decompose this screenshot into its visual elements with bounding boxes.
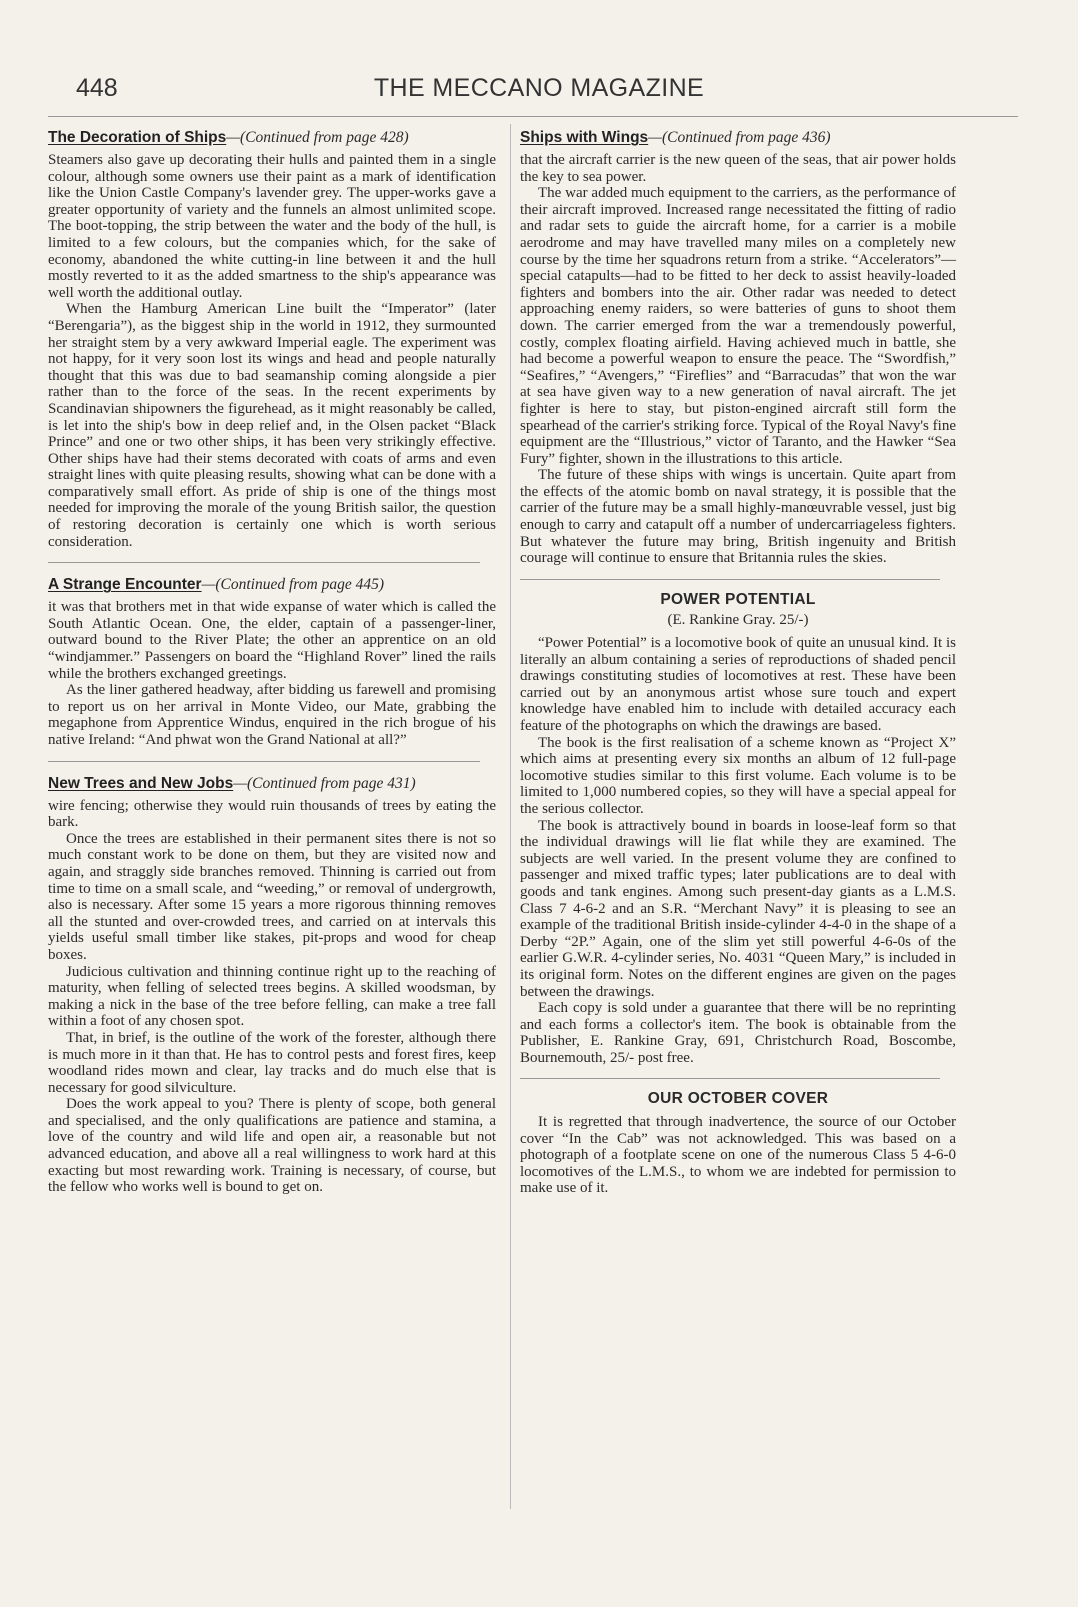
review-power-potential [520,592,956,1067]
section-rule [520,1078,940,1079]
article-title: New Trees and New Jobs [48,774,234,792]
paragraph: Does the work appeal to you? There is plenty of scope, both general and specialised, and the only qualifications are patience and stamina, a love of the country and wild life and open air, a reasonable but not advanced education, and above all a real willingness to work hard at this exacting but most rewarding work. Training is necessary, of course, but the fellow who works well is bound to get on. [48,1096,496,1196]
continued-note: —(Continued from page 445) [201,576,384,594]
header-rule [48,116,1018,117]
paragraph: Judicious cultivation and thinning continue right up to the reaching of maturity, when felling of selected trees begins. A skilled woodsman, by making a nick in the base of the tree before felling, can make a tree fall within a foot of any chosen spot. [48,963,496,1030]
section-rule [48,761,480,762]
article-heading [48,128,496,148]
paragraph: It is regretted that through inadvertence, the source of our October cover “In the Cab” was not acknowledged. This was based on a photograph of a footplate scene on one of the numerous Class 5 4-6-0 locomotives of the L.M.S., to whom we are indebted for permission to make use of it. [520,1114,956,1197]
paragraph: wire fencing; otherwise they would ruin thousands of trees by eating the bark. [48,797,496,831]
article-title: The Decoration of Ships [48,129,227,146]
paragraph: When the Hamburg American Line built the “Imperator” (later “Berengaria”), as the biggest ship in the world in 1912, they surmounted her straight stem by a very awkward Imperial eagle. The experiment was not happy, for it very soon lost its wings and head and people naturally thought that this was due to bad seamanship coming alongside a pier rather than to the force of the seas. In the recent experiments by Scandinavian shipowners the figurehead, as it might reasonably be called, is let into the ship's bow in deep relief and, in the Olsen packet “Black Prince” and one or two other ships, it has been very strikingly effective. Other ships have had their stems decorated with coats of arms and even straight lines with quite pleasing results, showing what can be done with a comparatively small effort. As pride of ship is one of the things most needed for improving the morale of the young British sailor, the question of restoring decoration is certainly one which is worth serious consideration. [48,301,496,550]
continued-note: —(Continued from page 428) [226,129,409,146]
article-heading [48,575,496,595]
paragraph: “Power Potential” is a locomotive book of quite an unusual kind. It is literally an album containing a series of reproductions of shaded pencil drawings constituting studies of locomotives at rest. These have been carried out by an anonymous artist whose sure touch and expert knowledge have enabled him to include with detailed accuracy each feature of the photographs on which the drawings are based. [520,635,956,734]
page-number: 448 [76,74,118,102]
review-byline: (E. Rankine Gray. 25/-) [667,612,809,629]
continued-note: —(Continued from page 436) [648,129,831,146]
paragraph: The war added much equipment to the carriers, as the performance of their aircraft improved. Increased range necessitated the fitting of radio and radar sets to guide the aircraft home, for a carrier is a mobile aerodrome and may have travelled many miles on a completely new course by the time her squadrons return from a strike. “Accelerators”—special catapults—had to be fitted to her deck to assist heavily-loaded fighters and bombers into the air. Other radar was needed to detect approaching enemy raiders, so were batteries of guns to shoot them down. The carrier emerged from the war a tremendously powerful, costly, complex floating airfield. Having achieved much in battle, she had become a powerful weapon to ensure the peace. The “Swordfish,” “Seafires,” “Avengers,” “Fireflies” and “Barracudas” that won the war at sea have given way to a new generation of naval aircraft. The jet fighter is here to stay, but piston-engined aircraft still form the spearhead of the carrier's striking force. Typical of the Royal Navy's fine equipment are the “Illustrious,” victor of Taranto, and the Hawker “Sea Fury” fighter, shown in the illustrations to this article. [520,185,956,467]
paragraph: That, in brief, is the outline of the work of the forester, although there is much more in it than that. He has to control pests and forest fires, keep woodland rides mown and clear, lay tracks and do much else that is necessary for good silviculture. [48,1029,496,1096]
paragraph: The book is attractively bound in boards in loose-leaf form so that the individual drawings will lie flat while they are examined. The subjects are well varied. In the present volume they are confined to passenger and mixed traffic types; later publications are to deal with goods and tank engines. Among such present-day giants as a L.M.S. Class 7 4-6-2 and an S.R. “Merchant Navy” it is pleasing to see an example of the traditional British inside-cylinder 4-4-0 in the shape of a Derby “2P.” Again, one of the slim yet still powerful 4-6-0s of the earlier G.W.R. 4-cylinder series, No. 4031 “Queen Mary,” is included in its original form. Notes on the different engines are given on the pages between the drawings. [520,817,956,1000]
paragraph: The book is the first realisation of a scheme known as “Project X” which aims at presenting every six months an album of 12 full-page locomotive studies similar to this first volume. Each volume is to be limited to 1,000 numbered copies, so they will have a special appeal for the serious collector. [520,734,956,817]
article-decoration-of-ships [48,128,496,550]
paragraph: The future of these ships with wings is uncertain. Quite apart from the effects of the atomic bomb on naval strategy, it is possible that the carrier of the future may be a small highly-manœuvrable vessel, just big enough to carry and catapult off a number of undercarriageless fighters. But whatever the future may bring, British ingenuity and British courage will continue to ensure that Britannia rules the skies. [520,467,956,567]
article-title: A Strange Encounter [48,576,202,594]
paragraph: that the aircraft carrier is the new queen of the seas, that air power holds the key to sea power. [520,152,956,185]
article-heading [520,128,956,148]
paragraph: it was that brothers met in that wide expanse of water which is called the South Atlantic Ocean. One, the elder, captain of a passenger-liner, outward bound to the River Plate; the other an apprentice on an old “windjammer.” Passengers on board the “Highland Rover” lined the rails while the brothers exchanged greetings. [48,599,496,682]
article-ships-with-wings [520,128,956,567]
article-strange-encounter [48,575,496,748]
left-column [48,128,496,1206]
section-rule [520,579,940,580]
continued-note: —(Continued from page 431) [233,774,416,792]
paragraph: Each copy is sold under a guarantee that there will be no reprinting and each forms a collector's item. The book is obtainable from the Publisher, E. Rankine Gray, 691, Christchurch Road, Boscombe, Bournemouth, 25/- post free. [520,1000,956,1066]
notice-october-cover [520,1091,956,1197]
article-heading [48,774,496,794]
column-divider [510,124,511,1509]
right-column [520,128,956,1207]
magazine-title: THE MECCANO MAGAZINE [373,74,705,102]
article-new-trees [48,774,496,1196]
review-title: POWER POTENTIAL [660,590,816,608]
paragraph: As the liner gathered headway, after bidding us farewell and promising to report us on her arrival in Monte Video, our Mate, grabbing the megaphone from Apprentice Windus, enquired in the rich brogue of his native Ireland: “And phwat won the Grand National at all?” [48,682,496,748]
notice-title: OUR OCTOBER COVER [647,1090,829,1108]
section-rule [48,562,480,563]
paragraph: Once the trees are established in their permanent sites there is not so much constant work to be done on them, but they are visited now and again, and straggly side branches removed. Thinning is carried out from time to time on a small scale, and “weeding,” or removal of undergrowth, also is necessary. After some 15 years a more rigorous thinning removes all the stunted and over-crowded trees, and carried on at intervals this yields useful small timber like stakes, pit-props and wood for cheap boxes. [48,830,496,963]
paragraph: Steamers also gave up decorating their hulls and painted them in a single colour, although some owners use their paint as a mark of identification like the Union Castle Company's lavender grey. The upper-works gave a greater opportunity of variety and the funnels an almost unlimited scope. The boot-topping, the strip between the water and the body of the hull, is limited to a few colours, but the companies which, for the sake of economy, abandoned the white cutting-in line between it and the hull mostly reverted to it as the added smartness to the ship's appearance was well worth the additional outlay. [48,152,496,301]
article-title: Ships with Wings [520,129,649,146]
